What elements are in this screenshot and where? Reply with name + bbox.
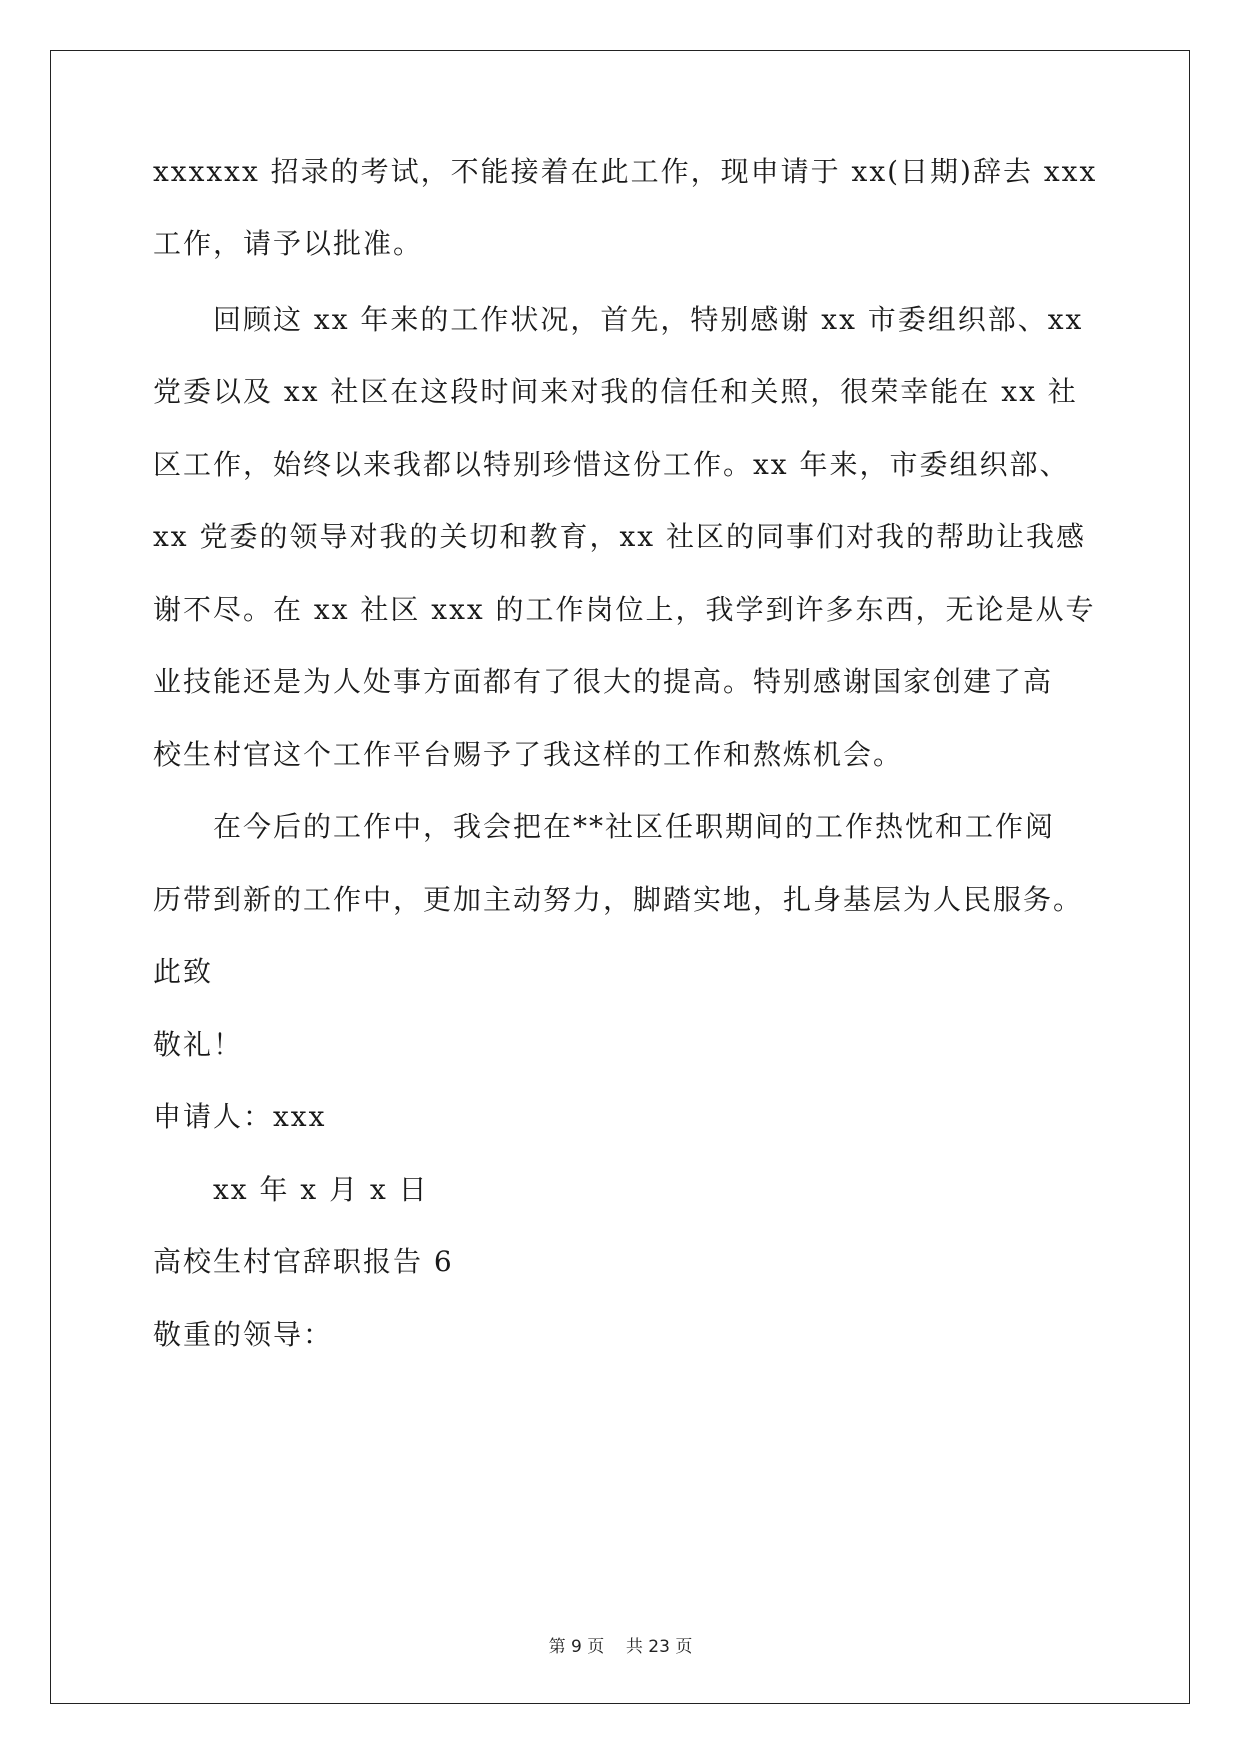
page-number: 第 9 页 xyxy=(548,1637,605,1657)
body-line: 工作，请予以批准。 xyxy=(153,227,424,260)
body-line: 校生村官这个工作平台赐予了我这样的工作和熬炼机会。 xyxy=(153,738,904,771)
body-line: 业技能还是为人处事方面都有了很大的提高。特别感谢国家创建了高 xyxy=(153,665,1054,698)
letter-greeting: 敬重的领导： xyxy=(153,1318,334,1351)
page-frame xyxy=(50,50,1190,1704)
section-heading: 高校生村官辞职报告 6 xyxy=(153,1245,454,1278)
page-footer xyxy=(0,1632,1241,1657)
body-line: xxxxxx 招录的考试，不能接着在此工作，现申请于 xx(日期)辞去 xxx xyxy=(153,155,1098,188)
paragraph-start-line: 回顾这 xx 年来的工作状况，首先，特别感谢 xx 市委组织部、xx xyxy=(213,303,1084,336)
paragraph-start-line: 在今后的工作中，我会把在**社区任职期间的工作热忱和工作阅 xyxy=(213,810,1056,843)
body-line: 历带到新的工作中，更加主动努力，脚踏实地，扎身基层为人民服务。 xyxy=(153,883,1084,916)
body-line: 区工作，始终以来我都以特别珍惜这份工作。xx 年来，市委组织部、 xyxy=(153,448,1070,481)
closing-regards: 敬礼！ xyxy=(153,1028,244,1061)
body-line: xx 党委的领导对我的关切和教育，xx 社区的同事们对我的帮助让我感 xyxy=(153,520,1086,553)
signature-date: xx 年 x 月 x 日 xyxy=(213,1173,429,1206)
body-line: 谢不尽。在 xx 社区 xxx 的工作岗位上，我学到许多东西，无论是从专 xyxy=(153,593,1096,626)
page-total: 共 23 页 xyxy=(625,1637,693,1657)
body-line: 党委以及 xx 社区在这段时间来对我的信任和关照，很荣幸能在 xx 社 xyxy=(153,375,1078,408)
applicant-signature: 申请人：xxx xyxy=(153,1100,327,1133)
closing-salutation: 此致 xyxy=(153,955,214,988)
